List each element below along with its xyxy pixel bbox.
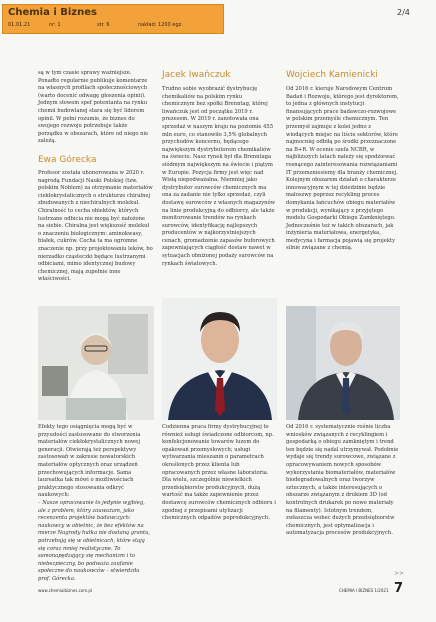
paragraph: Trudno sobie wyobrazić dystrybucję chemikaliów na polskim rynku chemicznym bez spółki Brenntag, której liwańczuk jest od początku 2019 r. prezesem. W 2019 r. zanotowała ona sprzedaż w naszym kraju na poziomie 455 mln euro, co stanowiło 3,5% globalnych przychodów koncernu, będącego największym dystrybutorem chemikaliów na świecie. Nasz rynek był dla Brenntaga siódmym największym na świecie i piątym w Europie. Pozycja firmy jest więc nad Wisłą niepodważalna. Niemniej jako dystrybutor surowców chemicznych ma ona za zadanie nie tylko sprzedaż, czyli dostawę surowców z własnych magazynów na linie produkcyjną do odbiorcy, ale także monitorowanie trendów na rynkach surowców, identyfikację najlepszych producentów w najkorzystniejszych cenach, gromadzenie zapasów buforowych zapewniających ciągłość dostaw nawet w sytuacjach obniżonej podaży surowców na rynkach światowych. [162, 86, 276, 267]
column-1-gorecka [38, 170, 153, 284]
clipping-page: str. 6 [97, 22, 110, 28]
clipping-header [2, 4, 224, 34]
footer-url: www.chemiaibiznes.com.pl [38, 588, 93, 593]
quote [38, 500, 153, 584]
clipping-date: 01.01.21 [8, 22, 31, 28]
photo-iwanczuk [162, 298, 277, 420]
column-2-continued [162, 424, 276, 523]
paragraph: Profesor została uhonorowana w 2020 r. nagrodą Fundacji Nauki Polskiej (tzw. polskim Noblem) za otrzymanie materiałów ciekłokrystalicznych o strukturze chiralnej zbudowanych z niechiralnych molekuł. Chiralność to cecha obiektów, których lustrzane odbicia nie mogą być nałożone na siebie. Chiralna jest większość molekuł o znaczeniu biologicznym: aminokwasy, białek, cukrów. Cecha ta ma ogromne znaczenie np. przy projektowaniu leków, bo nierzadko cząsteczki będące lustrzanymi odbiciami, mimo identycznej budowy chemicznej, mają zupełnie inne właściwości. [38, 170, 153, 283]
clipping-issue: nr: 1 [49, 22, 61, 28]
column-3-kamienicki [286, 86, 400, 253]
paragraph: Od 2016 r. kieruje Narodowym Centrum Badań i Rozwoju, którego jest dyrektorem, to jedna z głównych instytucji finansujących prace badawczo-rozwojowe w polskim przemyśle chemicznym. Ten przemysł zajmuje z kolei jedno z wiodących miejsc na liście sektorów, które najmocniej odbiłą po środki przeznaczone na B+R. W ocenie szefa NCBR, w najbliższych latach należy się spodziewać rosnącego zainteresowania rozwiązaniami IT przemzniesiemy dla branży chemicznej. Kolejnym obszarem działań o charakterze innowacyjnym w tej dziedzinie będzie małoszwy poprzez recykling proces domykania łańcuchów obiegu materiałów w produkcji, wynikający z przyjętego modelu Gospodarki Obiegu Zamkniętego. Jednocześnie też w takich obszarach, jak inżynieria materiałowa, energetyka, medycyna i farmacja pojawią się projekty silnie związane z chemią. [286, 86, 399, 252]
paragraph: Codzienna praca firmy dystrybucyjnej to również usługi świadczone odbiorcom, np. konfekcjonowanie towarów luzem do opakowań przemysłowych; usługi wytwarzania mieszanin o parametrach określonych przez klienta lub opracowanych przez własne laboratoria. Dla wielu, szczególnie niewielkich przedsiębiorstw produkcyjnych, dużą wartość ma także zapewnienie przez dostawcę surowców chemicznych odbioru i zgodnej z przepisami utylizacji chemicznych odpadów poprodukcyjnych. [162, 424, 276, 522]
paragraph: są w tym czasie sprawy ważniejsze. Ponadto regularnie publikuje komentarze na własnych profilach społecznościowych (warto docenić odwagę głoszenia opinii). Jednym słowem spef potentanta na rynku chemii budowlanej stara się być liderem opinii. W pełni rozumie, że biznes do swojego rozwoju potrzebuje także porządku w obszarach, które od niego nie zależą. [38, 70, 149, 145]
footer-issue: CHEMIA I BIZNES 1/2021 [339, 588, 389, 593]
column-1-continued [38, 424, 153, 583]
photo-kamienicki [286, 306, 400, 420]
paragraph: Efekty tego osiągnięcia mogą być w przyszłości zastosowane do stworzenia materiałów ciekłokrystalicznych nowej generacji. Otwierają też perspektywy zastosowań w zakresie nowatorskich materiałów optycznych oraz urządzeń przechowujących informacje. Sama laureatka tak mówi o możliwościach praktycznego stosowania odkryć naukowych: [38, 424, 141, 499]
paragraph: Od 2016 r. systematycznie rośnie liczba wniosków związanych z recyklingiem i gospodarką o obiegu zamkniętym i trend ten będzie się nadal utrzymywał. Podobnie wydaje się trendy surowcowe, związane z opracowywaniem nowych sposobów wykorzystania biomateriałów, materiałów biodegradowalnych oraz tworzyw sztucznych, a także interesujących o obszarze związanym z drukiem 3D (od kontrolnych drukarek po nowe materiały na filamenty). Istotnym trendem, zwłaszcza wobec dużych przedsiębiorstw chemicznych, jest optymalizacja i automatyzacja procesów produkcyjnych. [286, 424, 399, 537]
column-3-continued [286, 424, 400, 538]
quote-text: – Nasze opracowanie to jedynie wyjbieg, ale z problem, który zauważam, jako recenzenta projektów badawczych: naukowcy w obietnic, że bez efektów na mierze Nagrody hutka nie dostaną grantu, potrzebują się w obietnicach, które stają się coraz mniej realistyczne. To samonapędzający się mechanizm i to niebezpieczny, bo podważa zaufanie społeczne do naukowców – stwierdziła prof. Górecka. [38, 499, 151, 582]
clipping-print-run: nakład: 1200 egz. [138, 22, 183, 28]
magazine-title: Chemia i Biznes [8, 7, 97, 18]
heading-iwanczuk: Jacek Iwańczuk [162, 70, 231, 80]
continue-arrows: >> [394, 570, 405, 577]
column-2-iwanczuk [162, 86, 276, 268]
heading-kamienicki: Wojciech Kamienicki [286, 70, 378, 80]
heading-gorecka: Ewa Górecka [38, 155, 97, 165]
page-number: 7 [394, 581, 404, 596]
column-1-intro [38, 70, 153, 146]
page-counter: 2/4 [397, 8, 410, 17]
photo-gorecka [38, 306, 154, 420]
